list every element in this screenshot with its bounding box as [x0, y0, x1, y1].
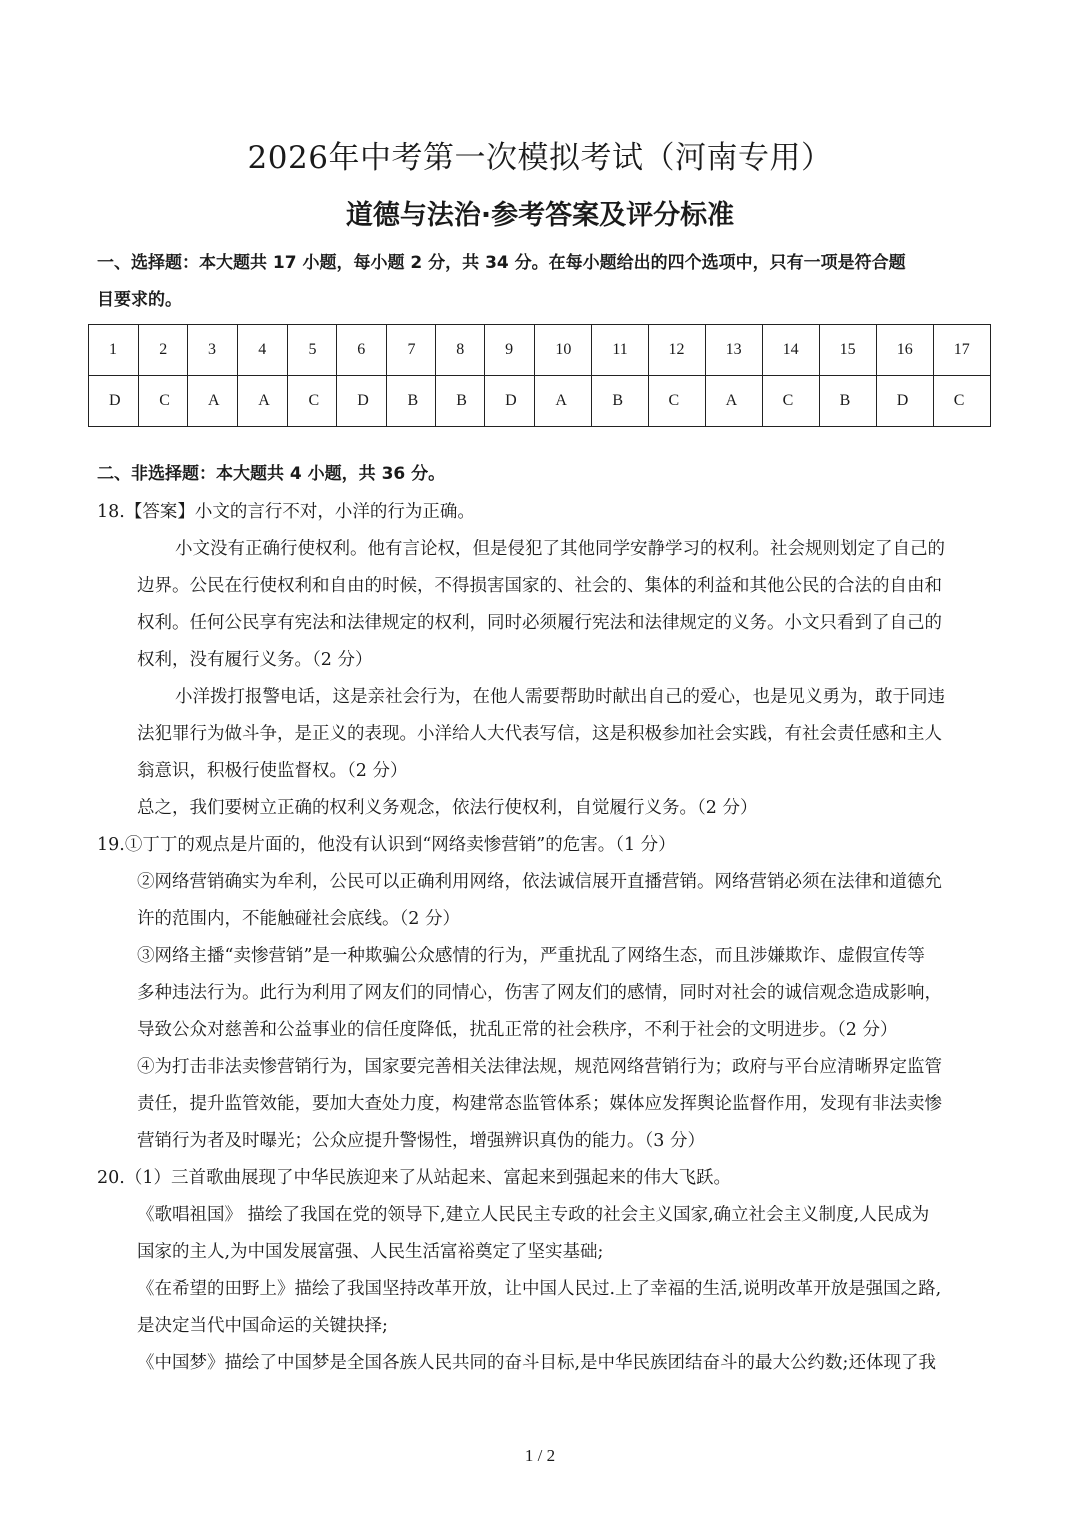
answer-choice: C [648, 376, 705, 427]
answer-line: 小洋拨打报警电话，这是亲社会行为，在他人需要帮助时献出自己的爱心，也是见义勇为，敢于同违 [175, 687, 945, 707]
answer-line: ③网络主播“卖惨营销”是一种欺骗公众感情的行为，严重扰乱了网络生态，而且涉嫌欺诈、虚假宣传等 [137, 946, 925, 966]
question-number: 13 [705, 325, 762, 376]
answer-choice: B [387, 376, 436, 427]
answer-line: 是决定当代中国命运的关键抉择; [137, 1316, 388, 1336]
question-number: 7 [387, 325, 436, 376]
answer-line: 翁意识，积极行使监督权。（2 分） [137, 761, 408, 781]
question-number: 15 [819, 325, 876, 376]
answer-line: ②网络营销确实为牟利，公民可以正确利用网络，依法诚信展开直播营销。网络营销必须在法律和道德允 [137, 872, 942, 892]
answer-choice: A [188, 376, 238, 427]
question-number: 16 [876, 325, 933, 376]
answer-line: 边界。公民在行使权利和自由的时候，不得损害国家的、社会的、集体的利益和其他公民的合法的自由和 [137, 576, 942, 596]
question-number: 12 [648, 325, 705, 376]
answer-line: ④为打击非法卖惨营销行为，国家要完善相关法律法规，规范网络营销行为；政府与平台应清晰界定监管 [137, 1057, 942, 1077]
question-number: 5 [288, 325, 337, 376]
question-number: 1 [89, 325, 139, 376]
answer-line: 法犯罪行为做斗争，是正义的表现。小洋给人大代表写信，这是积极参加社会实践，有社会责任感和主人 [137, 724, 942, 744]
answer-choice: C [933, 376, 990, 427]
answer-choice: D [876, 376, 933, 427]
answer-line: 营销行为者及时曝光；公众应提升警惕性，增强辨识真伪的能力。（3 分） [137, 1131, 705, 1151]
section-one-heading-cont: 目要求的。 [97, 290, 182, 310]
answer-table [88, 324, 991, 427]
exam-subtitle: 道德与法治·参考答案及评分标准 [345, 200, 735, 231]
answer-choice: B [592, 376, 648, 427]
answer-line: 导致公众对慈善和公益事业的信任度降低，扰乱正常的社会秩序，不利于社会的文明进步。（2 分） [137, 1020, 898, 1040]
section-one-heading: 一、选择题：本大题共 17 小题，每小题 2 分，共 34 分。在每小题给出的四个选项中，只有一项是符合题 [97, 253, 906, 273]
question-number: 9 [485, 325, 535, 376]
answer-choice: C [288, 376, 337, 427]
question-number: 6 [337, 325, 387, 376]
answer-choice: B [436, 376, 485, 427]
answer-choice: D [337, 376, 387, 427]
answer-choice: B [819, 376, 876, 427]
exam-title: 2026年中考第一次模拟考试（河南专用） [247, 140, 833, 176]
answer-line: 20.（1）三首歌曲展现了中华民族迎来了从站起来、富起来到强起来的伟大飞跃。 [97, 1168, 731, 1188]
section-two-heading: 二、非选择题：本大题共 4 小题，共 36 分。 [97, 464, 446, 484]
answer-table-numbers-row [89, 325, 991, 376]
question-number: 3 [188, 325, 238, 376]
question-number: 8 [436, 325, 485, 376]
answer-line: 多种违法行为。此行为利用了网友们的同情心，伤害了网友们的感情，同时对社会的诚信观念造成影响， [137, 983, 942, 1003]
question-number: 10 [535, 325, 592, 376]
question-number: 4 [238, 325, 288, 376]
answer-table-choices-row [89, 376, 991, 427]
question-number: 11 [592, 325, 648, 376]
answer-line: 责任，提升监管效能，要加大查处力度，构建常态监管体系；媒体应发挥舆论监督作用，发现有非法卖惨 [137, 1094, 942, 1114]
answer-line: 许的范围内，不能触碰社会底线。（2 分） [137, 909, 460, 929]
answer-choice: D [485, 376, 535, 427]
answer-line: 国家的主人,为中国发展富强、人民生活富裕奠定了坚实基础; [137, 1242, 604, 1262]
answer-line: 《歌唱祖国》 描绘了我国在党的领导下,建立人民民主专政的社会主义国家,确立社会主义制度,人民成为 [137, 1205, 930, 1225]
answer-line: 《在希望的田野上》描绘了我国坚持改革开放，让中国人民过.上了幸福的生活,说明改革开放是强国之路, [137, 1279, 942, 1299]
answer-line: 18.【答案】小文的言行不对，小洋的行为正确。 [97, 502, 475, 522]
answer-line: 权利。任何公民享有宪法和法律规定的权利，同时必须履行宪法和法律规定的义务。小文只看到了自己的 [137, 613, 942, 633]
answer-line: 《中国梦》描绘了中国梦是全国各族人民共同的奋斗目标,是中华民族团结奋斗的最大公约数;还体现了我 [137, 1353, 936, 1373]
answer-choice: C [139, 376, 188, 427]
answer-line: 总之，我们要树立正确的权利义务观念，依法行使权利，自觉履行义务。（2 分） [137, 798, 758, 818]
answer-choice: D [89, 376, 139, 427]
page-number: 1 / 2 [524, 1446, 556, 1465]
question-number: 2 [139, 325, 188, 376]
answer-choice: A [705, 376, 762, 427]
answer-choice: C [762, 376, 819, 427]
question-number: 17 [933, 325, 990, 376]
answer-line: 权利，没有履行义务。（2 分） [137, 650, 373, 670]
answer-line: 19.①丁丁的观点是片面的，他没有认识到“网络卖惨营销”的危害。（1 分） [97, 835, 676, 855]
question-number: 14 [762, 325, 819, 376]
answer-line: 小文没有正确行使权利。他有言论权，但是侵犯了其他同学安静学习的权利。社会规则划定了自己的 [175, 539, 945, 559]
answer-choice: A [238, 376, 288, 427]
answer-choice: A [535, 376, 592, 427]
